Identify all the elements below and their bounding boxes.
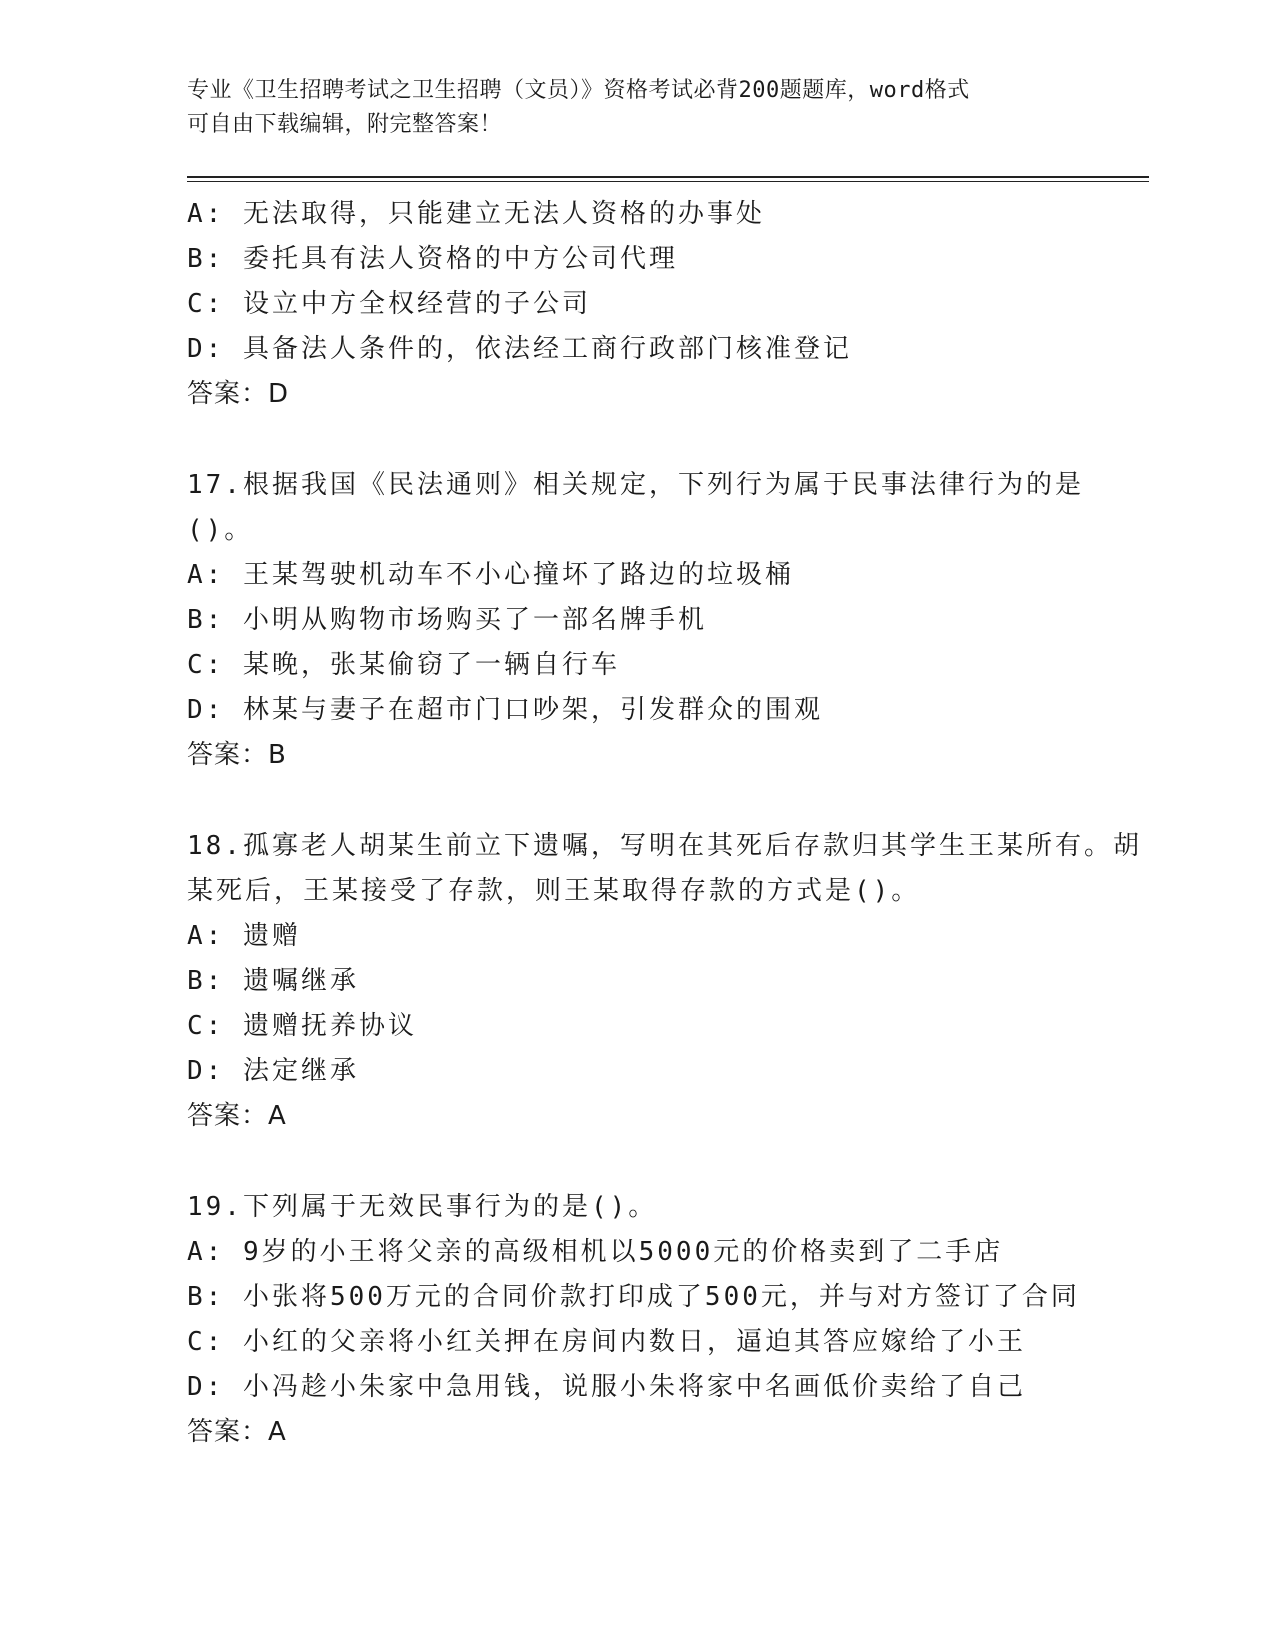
answer: 答案：D bbox=[187, 379, 290, 409]
option-d: D: 小冯趁小朱家中急用钱，说服小朱将家中名画低价卖给了自己 bbox=[187, 1372, 1026, 1402]
header-rule-thin bbox=[187, 181, 1149, 182]
option-a: A: 9岁的小王将父亲的高级相机以5000元的价格卖到了二手店 bbox=[187, 1237, 1004, 1267]
answer: 答案：A bbox=[187, 1101, 287, 1131]
option-d: D: 林某与妻子在超市门口吵架，引发群众的围观 bbox=[187, 695, 823, 725]
option-c: C: 设立中方全权经营的子公司 bbox=[187, 289, 591, 319]
question-16-tail bbox=[187, 192, 1147, 417]
option-b: B: 小张将500万元的合同价款打印成了500元，并与对方签订了合同 bbox=[187, 1282, 1080, 1312]
answer: 答案：A bbox=[187, 1417, 287, 1447]
option-b: B: 小明从购物市场购买了一部名牌手机 bbox=[187, 605, 707, 635]
option-c: C: 某晚，张某偷窃了一辆自行车 bbox=[187, 650, 620, 680]
document-body bbox=[187, 192, 1147, 1455]
option-a: A: 无法取得，只能建立无法人资格的办事处 bbox=[187, 199, 765, 229]
option-a: A: 王某驾驶机动车不小心撞坏了路边的垃圾桶 bbox=[187, 560, 794, 590]
option-a: A: 遗赠 bbox=[187, 921, 301, 951]
question-18 bbox=[187, 824, 1147, 1139]
option-c: C: 小红的父亲将小红关押在房间内数日，逼迫其答应嫁给了小王 bbox=[187, 1327, 1026, 1357]
header-rule-thick bbox=[187, 176, 1149, 178]
question-text: 18.孤寡老人胡某生前立下遗嘱，写明在其死后存款归其学生王某所有。胡某死后，王某接受了存款，则王某取得存款的方式是()。 bbox=[187, 831, 1142, 906]
option-c: C: 遗赠抚养协议 bbox=[187, 1011, 417, 1041]
question-19 bbox=[187, 1185, 1147, 1455]
option-d: D: 具备法人条件的，依法经工商行政部门核准登记 bbox=[187, 334, 852, 364]
option-b: B: 委托具有法人资格的中方公司代理 bbox=[187, 244, 678, 274]
document-header bbox=[187, 74, 1087, 142]
question-text: 19.下列属于无效民事行为的是()。 bbox=[187, 1192, 658, 1222]
answer: 答案：B bbox=[187, 740, 287, 770]
header-line-2: 可自由下载编辑，附完整答案！ bbox=[187, 112, 503, 137]
header-line-1: 专业《卫生招聘考试之卫生招聘（文员）》资格考试必背200题题库，word格式 bbox=[187, 78, 970, 103]
question-17 bbox=[187, 463, 1147, 778]
question-text: 17.根据我国《民法通则》相关规定，下列行为属于民事法律行为的是()。 bbox=[187, 470, 1084, 545]
option-d: D: 法定继承 bbox=[187, 1056, 359, 1086]
option-b: B: 遗嘱继承 bbox=[187, 966, 359, 996]
